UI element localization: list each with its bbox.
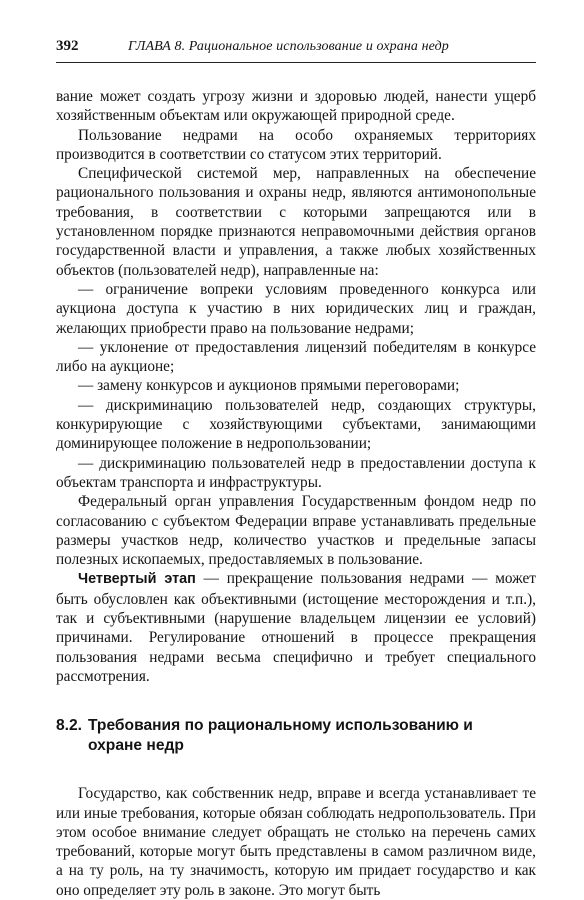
body-text bbox=[56, 87, 536, 686]
running-head bbox=[56, 38, 536, 63]
paragraph: Федеральный орган управления Государственным фондом недр по согласованию с субъектом Федерации вправе устанавливать предельные размеры участков недр, количество участков и предельные запасы полезных ископаемых, предоставляемых в пользование. bbox=[56, 493, 536, 569]
section-body bbox=[56, 784, 536, 900]
paragraph: Государство, как собственник недр, вправе и всегда устанавливает те или иные требования, которые обязан соблюдать недропользователь. При этом особое внимание следует обращать не столько на перечень самих требований, которые могут быть представлены в самом различном виде, а на ту роль, на ту значимость, которую им придает государство и как оно определяет эту роль в законе. Это могут быть bbox=[56, 785, 536, 899]
section-number: 8.2. bbox=[56, 717, 83, 735]
stage-paragraph bbox=[56, 569, 536, 686]
list-item: — уклонение от предоставления лицензий победителям в конкурсе либо на аукционе; bbox=[56, 338, 536, 376]
list-item: — дискриминацию пользователей недр, создающих структуры, конкурирующие с хозяйствующими субъектами, занимающими доминирующее положение в недропользовании; bbox=[56, 396, 536, 453]
paragraph: Специфической системой мер, направленных на обеспечение рационального пользования и охраны недр, являются антимонопольные требования, в соответствии с которыми запрещаются или в установленном порядке признаются неправомочными действия органов государственной власти и управления, а также любых хозяйственных объектов (пользователей недр), направленные на: bbox=[56, 165, 536, 279]
page-number: 392 bbox=[56, 38, 79, 54]
paragraph: вание может создать угрозу жизни и здоровью людей, нанести ущерб хозяйственным объектам или окружающей природной среде. bbox=[56, 88, 536, 125]
list-item: — дискриминацию пользователей недр в предоставлении доступа к объектам транспорта и инфраструктуры. bbox=[56, 454, 536, 491]
chapter-title: ГЛАВА 8. Рациональное использование и охрана недр bbox=[128, 39, 449, 54]
list-item: — замену конкурсов и аукционов прямыми переговорами; bbox=[78, 377, 460, 395]
book-page bbox=[56, 38, 536, 900]
stage-term: Четвертый этап bbox=[78, 571, 196, 588]
section-title: Требования по рациональному использованию и охране недр bbox=[88, 717, 473, 755]
stage-text: — прекращение пользования недрами — может быть обусловлен как объективными (истощение месторождения и т.п.), так и субъективными (нарушение владельцем лицензии ее условий) причинами. Регулирование отношений в процессе прекращения пользования недрами весьма специфично и требует специального рассмотрения. bbox=[56, 570, 536, 685]
list-item: — ограничение вопреки условиям проведенного конкурса или аукциона доступа к участию в них юридических лиц и граждан, желающих приобрести право на пользование недрами; bbox=[56, 280, 536, 337]
paragraph: Пользование недрами на особо охраняемых территориях производится в соответствии со статусом этих территорий. bbox=[56, 126, 536, 163]
section-heading bbox=[56, 716, 536, 756]
